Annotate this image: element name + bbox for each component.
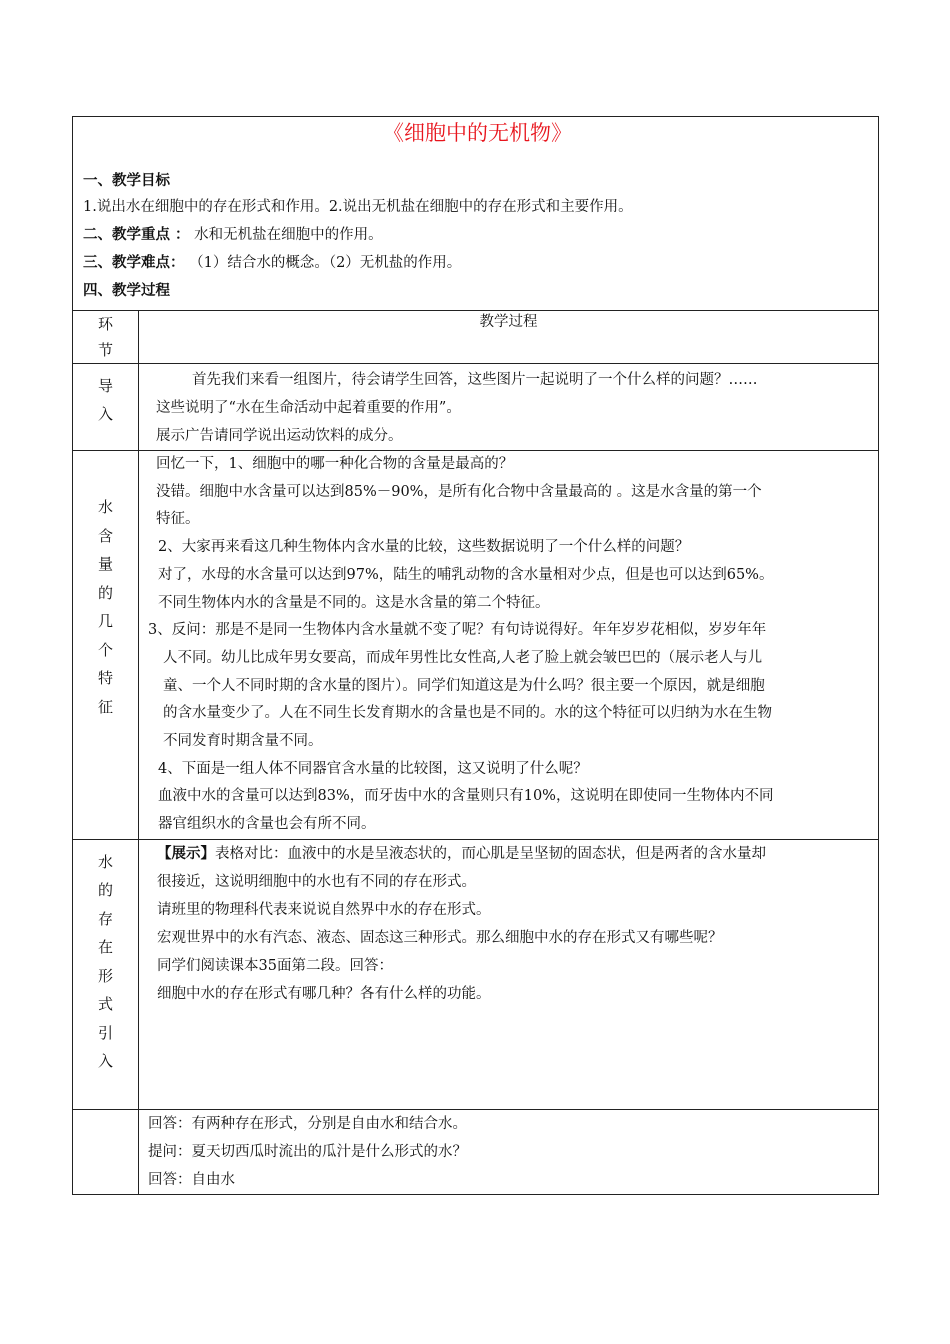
features-line: 特征。 bbox=[156, 511, 200, 528]
features-line: 不同发育时期含量不同。 bbox=[163, 733, 323, 750]
features-label-char: 含 bbox=[97, 526, 113, 545]
forms-label-char: 在 bbox=[97, 938, 113, 957]
difficult-points bbox=[83, 249, 872, 277]
forms-line: 宏观世界中的水有汽态、液态、固态这三种形式。那么细胞中水的存在形式又有哪些呢？ bbox=[157, 929, 723, 946]
goals-text: 1.说出水在细胞中的存在形式和作用。2.说出无机盐在细胞中的存在形式和主要作用。 bbox=[83, 199, 633, 215]
features-label bbox=[73, 451, 139, 840]
forms-content bbox=[139, 839, 879, 1109]
intro-label bbox=[73, 364, 139, 451]
key-points bbox=[83, 221, 872, 249]
forms-label-char: 入 bbox=[97, 1052, 113, 1071]
features-line: 人不同。幼儿比成年男女要高，而成年男性比女性高,人老了脸上就会皱巴巴的（展示老人与儿 bbox=[163, 649, 763, 666]
features-content bbox=[139, 451, 879, 840]
answer-line: 提问：夏天切西瓜时流出的瓜汁是什么形式的水？ bbox=[148, 1143, 467, 1160]
features-line: 2、大家再来看这几种生物体内含水量的比较，这些数据说明了一个什么样的问题？ bbox=[158, 539, 690, 556]
difficult-label: 三、教学难点： bbox=[83, 254, 185, 271]
lesson-plan bbox=[72, 116, 879, 1195]
features-label-char: 的 bbox=[97, 583, 113, 602]
key-text: 水和无机盐在细胞中的作用。 bbox=[194, 227, 383, 243]
forms-label-char: 水 bbox=[97, 852, 113, 871]
table-row-features bbox=[73, 451, 878, 840]
forms-line: 细胞中水的存在形式有哪几种？各有什么样的功能。 bbox=[157, 985, 491, 1002]
header-col1-char: 节 bbox=[97, 341, 113, 359]
intro-label-char: 导 bbox=[97, 377, 113, 395]
features-line: 回忆一下，1、细胞中的哪一种化合物的含量是最高的？ bbox=[156, 456, 514, 472]
features-line: 没错。细胞中水含量可以达到85%－90%，是所有化合物中含量最高的 。这是水含量的第一个 bbox=[156, 483, 762, 500]
features-line: 3、反问：那是不是同一生物体内含水量就不变了呢？有句诗说得好。年年岁岁花相似，岁岁年年 bbox=[148, 622, 767, 639]
answer-label bbox=[73, 1109, 139, 1194]
forms-first-line: 表格对比：血液中的水是呈液态状的，而心肌是呈坚韧的固态状，但是两者的含水量却 bbox=[215, 845, 766, 862]
forms-label-char: 形 bbox=[97, 966, 113, 985]
forms-label bbox=[73, 839, 139, 1109]
header-block bbox=[73, 119, 878, 311]
header-col2 bbox=[139, 311, 879, 364]
features-line: 对了，水母的水含量可以达到97%，陆生的哺乳动物的含水量相对少点，但是也可以达到65%。 bbox=[158, 566, 774, 583]
intro-line: 这些说明了“水在生命活动中起着重要的作用”。 bbox=[156, 400, 461, 416]
features-label-char: 水 bbox=[97, 498, 113, 516]
features-line: 器官组织水的含量也会有所不同。 bbox=[158, 816, 376, 833]
table-header-row bbox=[73, 311, 878, 364]
forms-line: 请班里的物理科代表来说说自然界中水的存在形式。 bbox=[157, 901, 491, 918]
features-label-char: 量 bbox=[97, 555, 113, 573]
difficult-text: （1）结合水的概念。（2）无机盐的作用。 bbox=[189, 255, 462, 271]
forms-label-char: 式 bbox=[97, 995, 113, 1014]
features-line: 血液中水的含量可以达到83%，而牙齿中水的含量则只有10%，这说明在即使同一生物体内不同 bbox=[158, 788, 774, 805]
table-row-intro bbox=[73, 364, 878, 451]
forms-label-char: 存 bbox=[97, 909, 113, 928]
show-bracket: 【展示】 bbox=[157, 844, 215, 862]
intro-label-char: 入 bbox=[97, 405, 113, 423]
table-row-forms bbox=[73, 839, 878, 1109]
intro-line: 首先我们来看一组图片，待会请学生回答，这些图片一起说明了一个什么样的问题？…… bbox=[192, 372, 758, 388]
table-row-answer bbox=[73, 1109, 878, 1194]
features-label-char: 个 bbox=[97, 640, 113, 659]
forms-label-char: 的 bbox=[97, 881, 113, 900]
answer-line: 回答：有两种存在形式，分别是自由水和结合水。 bbox=[148, 1115, 467, 1132]
forms-label-char: 引 bbox=[97, 1023, 113, 1042]
header-col1-char: 环 bbox=[97, 315, 113, 333]
features-label-char: 几 bbox=[97, 612, 113, 630]
process-table bbox=[73, 311, 878, 1194]
features-line: 童、一个人不同时期的含水量的图片）。同学们知道这是为什么吗？很主要一个原因，就是细胞 bbox=[163, 677, 765, 694]
key-label: 二、教学重点 ： bbox=[83, 226, 190, 243]
page-title: 《细胞中的无机物》 bbox=[383, 121, 572, 145]
features-line: 4、下面是一组人体不同器官含水量的比较图，这又说明了什么呢？ bbox=[158, 760, 588, 777]
forms-line: 同学们阅读课本35面第二段。回答： bbox=[157, 957, 393, 974]
features-line: 不同生物体内水的含量是不同的。这是水含量的第二个特征。 bbox=[158, 594, 550, 611]
goals-heading: 一、教学目标 bbox=[83, 172, 170, 189]
process-heading: 四、教学过程 bbox=[83, 282, 170, 299]
forms-line: 很接近，这说明细胞中的水也有不同的存在形式。 bbox=[157, 873, 476, 890]
intro-line: 展示广告请同学说出运动饮料的成分。 bbox=[156, 428, 403, 444]
forms-line bbox=[157, 840, 878, 868]
answer-content bbox=[139, 1109, 879, 1194]
intro-content bbox=[139, 364, 879, 451]
features-line: 的含水量变少了。人在不同生长发育期水的含量也是不同的。水的这个特征可以归纳为水在生物 bbox=[163, 705, 772, 722]
header-col2-label: 教学过程 bbox=[479, 314, 538, 330]
features-label-char: 征 bbox=[97, 697, 113, 716]
features-label-char: 特 bbox=[97, 669, 113, 687]
answer-line: 回答：自由水 bbox=[148, 1171, 235, 1188]
header-col1 bbox=[73, 311, 139, 364]
